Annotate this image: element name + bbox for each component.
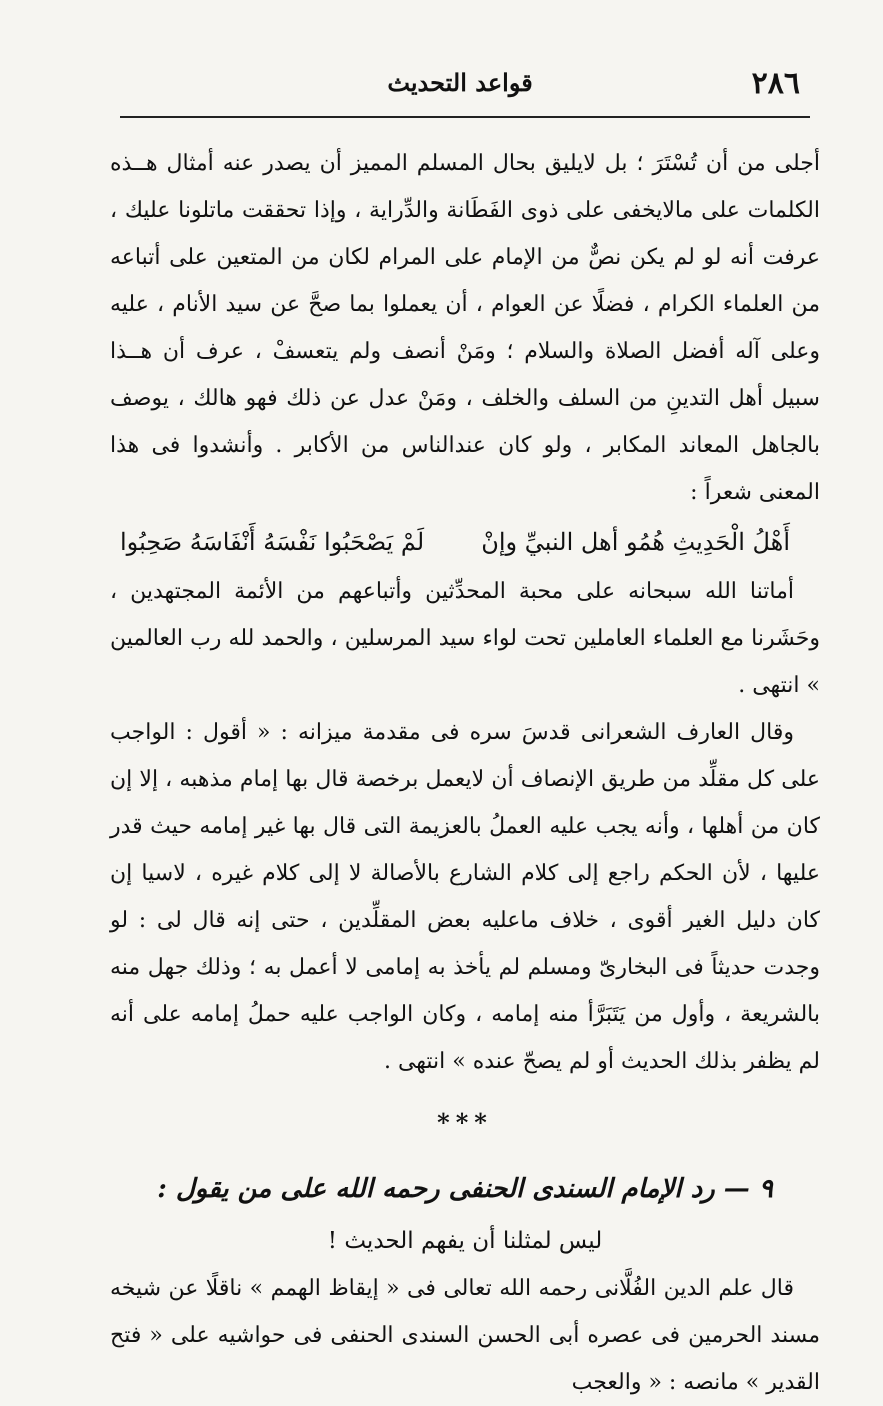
paragraph-4: قال علم الدين الفُلَّانى رحمه الله تعالى فى « إيقاظ الهمم » ناقلًا عن شيخه مسند الحرمين فى عصره أبى الحسن السندى الحنفى فى حواشيه على « فتح القدير » مانصه : « والعجب bbox=[110, 1276, 820, 1395]
verse-first-hemistich: أَهْلُ الْحَدِيثِ هُمُو أهل النبيِّ وإنْ bbox=[481, 528, 790, 556]
page-header bbox=[120, 62, 800, 110]
paragraph-1: أجلى من أن تُسْتَرَ ؛ بل لايليق بحال المسلم المميز أن يصدر عنه أمثال هــذه الكلمات على مالايخفى على ذوى الفَطَانة والدِّراية ، وإذا تحققت ماتلونا عليك ، عرفت أنه لو لم يكن نصٌّ من الإمام على المرام لكان من المتعين على أتباعه من العلماء الكرام ، فضلًا عن العوام ، أن يعملوا بما صحَّ عن سيد الأنام ، عليه وعلى آله أفضل الصلاة والسلام ؛ ومَنْ أنصف ولم يتعسفْ ، عرف أن هــذا سبيل أهل التدينِ من السلف والخلف ، ومَنْ عدل عن ذلك فهو هالك ، يوصف بالجاهل المعاند المكابر ، ولو كان عندالناس من الأكابر . وأنشدوا فى هذا المعنى شعراً : bbox=[110, 151, 820, 505]
section-subheading: ليس لمثلنا أن يفهم الحديث ! bbox=[327, 1228, 603, 1254]
running-title: قواعد التحديث bbox=[387, 68, 533, 97]
page-body bbox=[110, 140, 820, 1406]
section-separator: *** bbox=[437, 1108, 493, 1137]
verse-line bbox=[110, 516, 820, 568]
paragraph-3: وقال العارف الشعرانى قدسَ سره فى مقدمة ميزانه : « أقول : الواجب على كل مقلِّد من طريق الإنصاف أن لايعمل برخصة قال بها إمام مذهبه ، إلا إن كان من أهلها ، وأنه يجب عليه العملُ بالعزيمة التى قال بها غير إمامه حيث قدر عليها ، لأن الحكم راجع إلى كلام الشارع بالأصالة لا إلى كلام غيره ، لاسيا إن كان دليل الغير أقوى ، خلاف ماعليه بعض المقلِّدين ، حتى إنه قال لى : لو وجدت حديثاً فى البخارىّ ومسلم لم يأخذ به إمامى لا أعمل به ؛ وذلك جهل منه بالشريعة ، وأول من يَتَبَرَّأ منه إمامه ، وكان الواجب عليه حملُ إمامه على أنه لم يظفر بذلك الحديث أو لم يصحّ عنده » انتهى . bbox=[110, 720, 820, 1074]
section-heading: ٩ — رد الإمام السندى الحنفى رحمه الله على من يقول : bbox=[157, 1174, 773, 1204]
header-rule bbox=[120, 116, 810, 118]
page-number: ٢٨٦ bbox=[751, 66, 800, 101]
paragraph-2: أماتنا الله سبحانه على محبة المحدِّثين وأتباعهم من الأئمة المجتهدين ، وحَشَرنا مع العلماء العاملين تحت لواء سيد المرسلين ، والحمد لله رب العالمين » انتهى . bbox=[110, 579, 820, 698]
verse-second-hemistich: لَمْ يَصْحَبُوا نَفْسَهُ أَنْفَاسَهُ صَحِبُوا bbox=[120, 528, 425, 556]
